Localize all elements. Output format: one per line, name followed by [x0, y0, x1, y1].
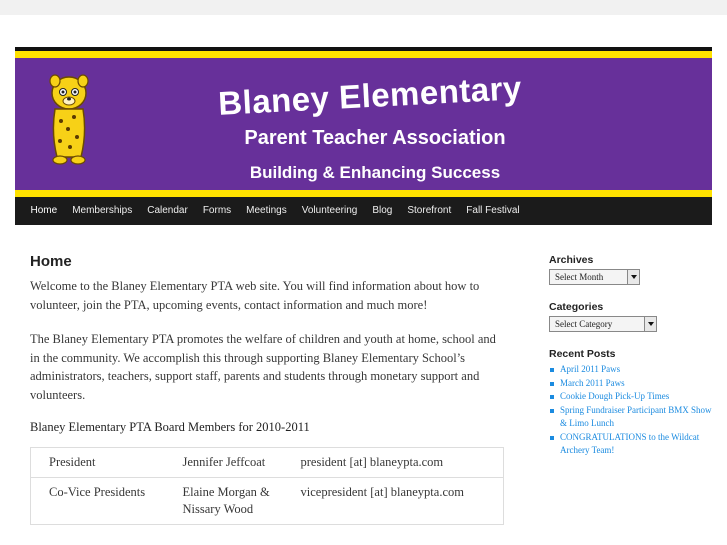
list-item — [549, 377, 719, 391]
recent-post-link[interactable]: March 2011 Paws — [560, 377, 625, 388]
board-email: vicepresident [at] blaneypta.com — [301, 478, 504, 525]
banner-bottom-stripe — [15, 190, 712, 197]
board-members-table — [30, 447, 504, 525]
chevron-down-icon — [648, 322, 654, 326]
recent-post-link[interactable]: Cookie Dough Pick-Up Times — [560, 391, 670, 401]
page-title: Home — [30, 253, 72, 270]
board-role: Co-Vice Presidents — [31, 478, 171, 525]
list-item — [549, 363, 719, 377]
board-name: Elaine Morgan & Nissary Wood — [171, 478, 301, 525]
nav-item-memberships[interactable]: Memberships — [72, 205, 133, 216]
nav-item-forms[interactable]: Forms — [202, 205, 232, 216]
archives-select-value: Select Month — [555, 272, 604, 282]
recent-post-link[interactable]: Spring Fundraiser Participant BMX Show & Limo Lunch — [560, 404, 712, 428]
list-item — [549, 390, 719, 404]
recent-posts-list — [549, 363, 719, 458]
table-row — [31, 478, 504, 525]
bullet-icon — [550, 409, 554, 413]
mission-paragraph: The Blaney Elementary PTA promotes the welfare of children and youth at home, school and in the community. We accomplish this through supporting Blaney Elementary School’s administrators, teachers, support staff, parents and students through monetary support and volunteers. — [30, 332, 496, 402]
recent-post-link[interactable]: April 2011 Paws — [560, 364, 621, 374]
nav-item-meetings[interactable]: Meetings — [246, 205, 287, 216]
recent-post-link[interactable]: CONGRATULATIONS to the Wildcat Archery Team! — [560, 431, 700, 455]
bullet-icon — [550, 395, 554, 399]
categories-dropdown-button[interactable] — [644, 317, 656, 331]
banner-subtitle: Parent Teacher Association — [244, 127, 506, 149]
recent-posts-heading: Recent Posts — [549, 348, 616, 360]
nav-item-blog[interactable]: Blog — [372, 205, 393, 216]
list-item — [549, 431, 719, 458]
chevron-down-icon — [631, 275, 637, 279]
banner-tagline: Building & Enhancing Success — [249, 163, 501, 182]
categories-select-value: Select Category — [555, 319, 613, 329]
board-role: President — [31, 448, 171, 478]
bullet-icon — [550, 436, 554, 440]
cheetah-mascot-icon — [41, 71, 97, 167]
board-name: Jennifer Jeffcoat — [171, 448, 301, 478]
intro-paragraph: Welcome to the Blaney Elementary PTA web site. You will find information about how to volunteer, join the PTA, upcoming events, contact information and much more! — [30, 279, 480, 312]
main-nav — [15, 197, 712, 225]
board-heading: Blaney Elementary PTA Board Members for 2010-2011 — [30, 420, 310, 434]
nav-item-calendar[interactable]: Calendar — [147, 205, 188, 216]
categories-select[interactable] — [549, 316, 657, 332]
nav-item-home[interactable]: Home — [30, 205, 58, 216]
sidebar — [549, 254, 719, 458]
nav-item-storefront[interactable]: Storefront — [407, 205, 452, 216]
bullet-icon — [550, 382, 554, 386]
header-banner[interactable] — [15, 47, 712, 197]
banner-top-stripe — [15, 51, 712, 58]
table-row — [31, 448, 504, 478]
board-email: president [at] blaneypta.com — [301, 448, 504, 478]
nav-item-volunteering[interactable]: Volunteering — [301, 205, 358, 216]
list-item — [549, 404, 719, 431]
bullet-icon — [550, 368, 554, 372]
archives-heading: Archives — [549, 254, 594, 266]
main-content — [30, 253, 505, 525]
nav-item-fall-festival[interactable]: Fall Festival — [466, 205, 520, 216]
categories-heading: Categories — [549, 301, 604, 313]
archives-dropdown-button[interactable] — [627, 270, 639, 284]
banner-title: Blaney Elementary — [217, 69, 523, 122]
archives-select[interactable] — [549, 269, 640, 285]
